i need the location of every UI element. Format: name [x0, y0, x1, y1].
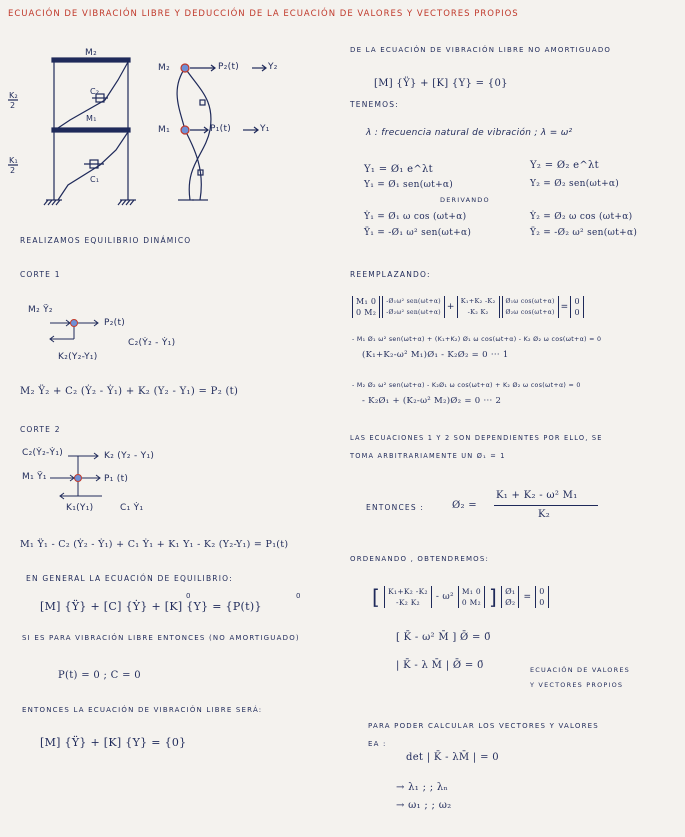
- zero-vector: 0 0: [570, 296, 583, 318]
- phi2-lhs: Ø₂ =: [452, 500, 477, 511]
- y1-exponential: Y₁ = Ø₁ e^λt: [364, 164, 433, 175]
- eigen-equation-bracket: [ K̄ - ω² M̄ ] Ø̄ = 0̄: [396, 632, 491, 643]
- mass1-label: M₁: [86, 114, 97, 123]
- mass-matrix: M₁ 0 0 M₂: [352, 296, 380, 318]
- right-subtitle: DE LA ECUACIÓN DE VIBRACIÓN LIBRE NO AMORTIGUADO: [350, 46, 612, 54]
- eigen-equation-abs: | K̄ - λ M̄ | Ø̄ = 0̄: [396, 660, 484, 671]
- lambda-definition: λ : frecuencia natural de vibración ; λ = ω²: [366, 128, 573, 138]
- dependent-equations-note: LAS ECUACIONES 1 Y 2 SON DEPENDIENTES POR ELLO, SE: [350, 434, 603, 442]
- damper1-label: C₁: [90, 175, 100, 184]
- mass2-label: M₂: [85, 48, 97, 58]
- equation-2: M₁ Ÿ₁ - C₂ (Ẏ₂ - Ẏ₁) + C₁ Ẏ₁ + K₁ Y₁ - K₂ (Y₂-Y₁) = P₁(t): [20, 539, 289, 550]
- corte1-damping: C₂(Ẏ₂ - Ẏ₁): [128, 338, 176, 348]
- displacement-vector: Ø₁ω cos(ωt+α) Ø₂ω cos(ωt+α): [502, 296, 559, 318]
- equation-1: M₂ Ÿ₂ + C₂ (Ẏ₂ - Ẏ₁) + K₂ (Y₂ - Y₁) = P₂ (t): [20, 386, 239, 397]
- force-p1-label: P₁(t): [210, 124, 232, 134]
- main-equation: [M] {Ÿ} + [K] {Y} = {0}: [374, 78, 508, 89]
- disp-y2-label: Y₂: [268, 62, 278, 72]
- page-title: ECUACIÓN DE VIBRACIÓN LIBRE Y DEDUCCIÓN DE LA ECUACIÓN DE VALORES Y VECTORES PROPIOS: [8, 9, 519, 19]
- calculate-ea: EA :: [368, 740, 387, 748]
- force-p2-label: P₂(t): [218, 62, 240, 72]
- y1-sine: Y₁ = Ø₁ sen(ωt+α): [364, 180, 454, 190]
- mass1-node-label: M₁: [158, 125, 170, 135]
- corte1-inertia: M₂ Ÿ₂: [28, 305, 53, 315]
- calculate-note: PARA PODER CALCULAR LOS VECTORES Y VALORES: [368, 722, 599, 730]
- y2-acceleration: Ÿ₂ = -Ø₂ ω² sen(ωt+α): [530, 228, 638, 238]
- general-equation: [M] {Ÿ} + [C] {Ẏ} + [K] {Y} = {P(t)}: [40, 600, 262, 613]
- y1-acceleration: Ÿ₁ = -Ø₁ ω² sen(ωt+α): [364, 228, 472, 238]
- ordered-stiffness-matrix: K₁+K₂ -K₂ -K₂ K₂: [384, 586, 432, 608]
- eigen-note-line1: ECUACIÓN DE VALORES: [530, 666, 630, 674]
- arbitrary-phi-note: TOMA ARBITRARIAMENTE UN Ø₁ = 1: [350, 452, 506, 460]
- expanded-equation-1: - M₁ Ø₁ ω² sen(ωt+α) + (K₁+K₂) Ø₁ ω cos(ωt+α) - K₂ Ø₂ ω cos(ωt+α) = 0: [352, 336, 602, 343]
- reduced-equation-1: (K₁+K₂-ω² M₁)Ø₁ - K₂Ø₂ = 0 ··· 1: [362, 350, 509, 360]
- k2-label: K₂: [9, 91, 19, 100]
- corte2-damping-top: C₂(Ẏ₂-Ẏ₁): [22, 448, 64, 458]
- corte2-stiffness-bottom: K₁(Y₁): [66, 503, 94, 513]
- y2-sine: Y₂ = Ø₂ sen(ωt+α): [530, 179, 620, 189]
- corte2-damping-bottom: C₁ Ẏ₁: [120, 503, 144, 513]
- damper2-label: C₂: [90, 87, 100, 96]
- zero-annotation-p: 0: [296, 592, 301, 600]
- ordered-zero-vector: 0 0: [535, 586, 548, 608]
- mass2-node-label: M₂: [158, 63, 170, 73]
- determinant-equation: det | K̄ - λM̄ | = 0: [406, 752, 499, 763]
- omega-results: → ω₁ ; ; ω₂: [396, 800, 452, 811]
- corte1-force: P₂(t): [104, 318, 126, 328]
- ordered-matrix-row: [ K₁+K₂ -K₂ -K₂ K₂ - ω² M₁ 0 0 M₂ ] Ø₁ Ø₂ = 0 0: [372, 586, 549, 608]
- acceleration-vector: -Ø₁ω² sen(ωt+α) -Ø₂ω² sen(ωt+α): [382, 296, 445, 318]
- lambda-results: → λ₁ ; ; λₙ: [396, 782, 449, 793]
- reemplazando-label: REEMPLAZANDO:: [350, 270, 431, 279]
- general-equation-heading: EN GENERAL LA ECUACIÓN DE EQUILIBRIO:: [26, 574, 233, 583]
- ordenando-label: ORDENANDO , OBTENDREMOS:: [350, 555, 490, 563]
- y2-exponential: Y₂ = Ø₂ e^λt: [530, 160, 599, 171]
- eigen-note-line2: Y VECTORES PROPIOS: [530, 681, 624, 689]
- derivando-label: DERIVANDO: [440, 196, 490, 204]
- k2-half: 2: [10, 101, 16, 110]
- disp-y1-label: Y₁: [260, 124, 270, 134]
- phi2-numerator: K₁ + K₂ - ω² M₁: [496, 490, 578, 501]
- free-vibration-conditions: P(t) = 0 ; C = 0: [58, 670, 141, 681]
- reduced-equation-2: - K₂Ø₁ + (K₂-ω² M₂)Ø₂ = 0 ··· 2: [362, 396, 502, 406]
- free-vibration-then: ENTONCES LA ECUACIÓN DE VIBRACIÓN LIBRE SERÁ:: [22, 706, 263, 714]
- corte2-heading: CORTE 2: [20, 425, 61, 434]
- entonces-label: ENTONCES :: [366, 503, 425, 512]
- free-vibration-note: SI ES PARA VIBRACIÓN LIBRE ENTONCES (NO AMORTIGUADO): [22, 634, 300, 642]
- free-vibration-equation: [M] {Ÿ} + [K] {Y} = {0}: [40, 736, 187, 749]
- k1-label: K₁: [9, 156, 19, 165]
- phi2-denominator: K₂: [538, 509, 551, 520]
- dynamic-equilibrium-heading: REALIZAMOS EQUILIBRIO DINÁMICO: [20, 236, 192, 245]
- corte1-heading: CORTE 1: [20, 270, 61, 279]
- corte2-force: P₁ (t): [104, 474, 129, 484]
- corte2-inertia: M₁ Ÿ₁: [22, 472, 47, 482]
- stiffness-matrix: K₁+K₂ -K₂ -K₂ K₂: [457, 296, 500, 318]
- k1-half: 2: [10, 166, 16, 175]
- y1-velocity: Ẏ₁ = Ø₁ ω cos (ωt+α): [364, 212, 467, 222]
- tenemos-label: TENEMOS:: [350, 100, 399, 109]
- y2-velocity: Ẏ₂ = Ø₂ ω cos (ωt+α): [530, 212, 633, 222]
- expanded-equation-2: - M₂ Ø₂ ω² sen(ωt+α) - K₂Ø₁ ω cos(ωt+α) + K₂ Ø₂ ω cos(ωt+α) = 0: [352, 382, 581, 389]
- ordered-mass-matrix: M₁ 0 0 M₂: [458, 586, 485, 608]
- phi-vector: Ø₁ Ø₂: [501, 586, 519, 608]
- corte2-stiffness-top: K₂ (Y₂ - Y₁): [104, 451, 155, 461]
- zero-annotation-c: 0: [186, 592, 191, 600]
- phi2-fraction-bar: [494, 505, 598, 506]
- substitution-matrix-row: M₁ 0 0 M₂ -Ø₁ω² sen(ωt+α) -Ø₂ω² sen(ωt+α) + K₁+K₂ -K₂ -K₂ K₂ Ø₁ω cos(ωt+α) Ø₂ω cos(ωt+α) = 0 0: [352, 296, 584, 318]
- corte1-stiffness: K₂(Y₂-Y₁): [58, 352, 98, 362]
